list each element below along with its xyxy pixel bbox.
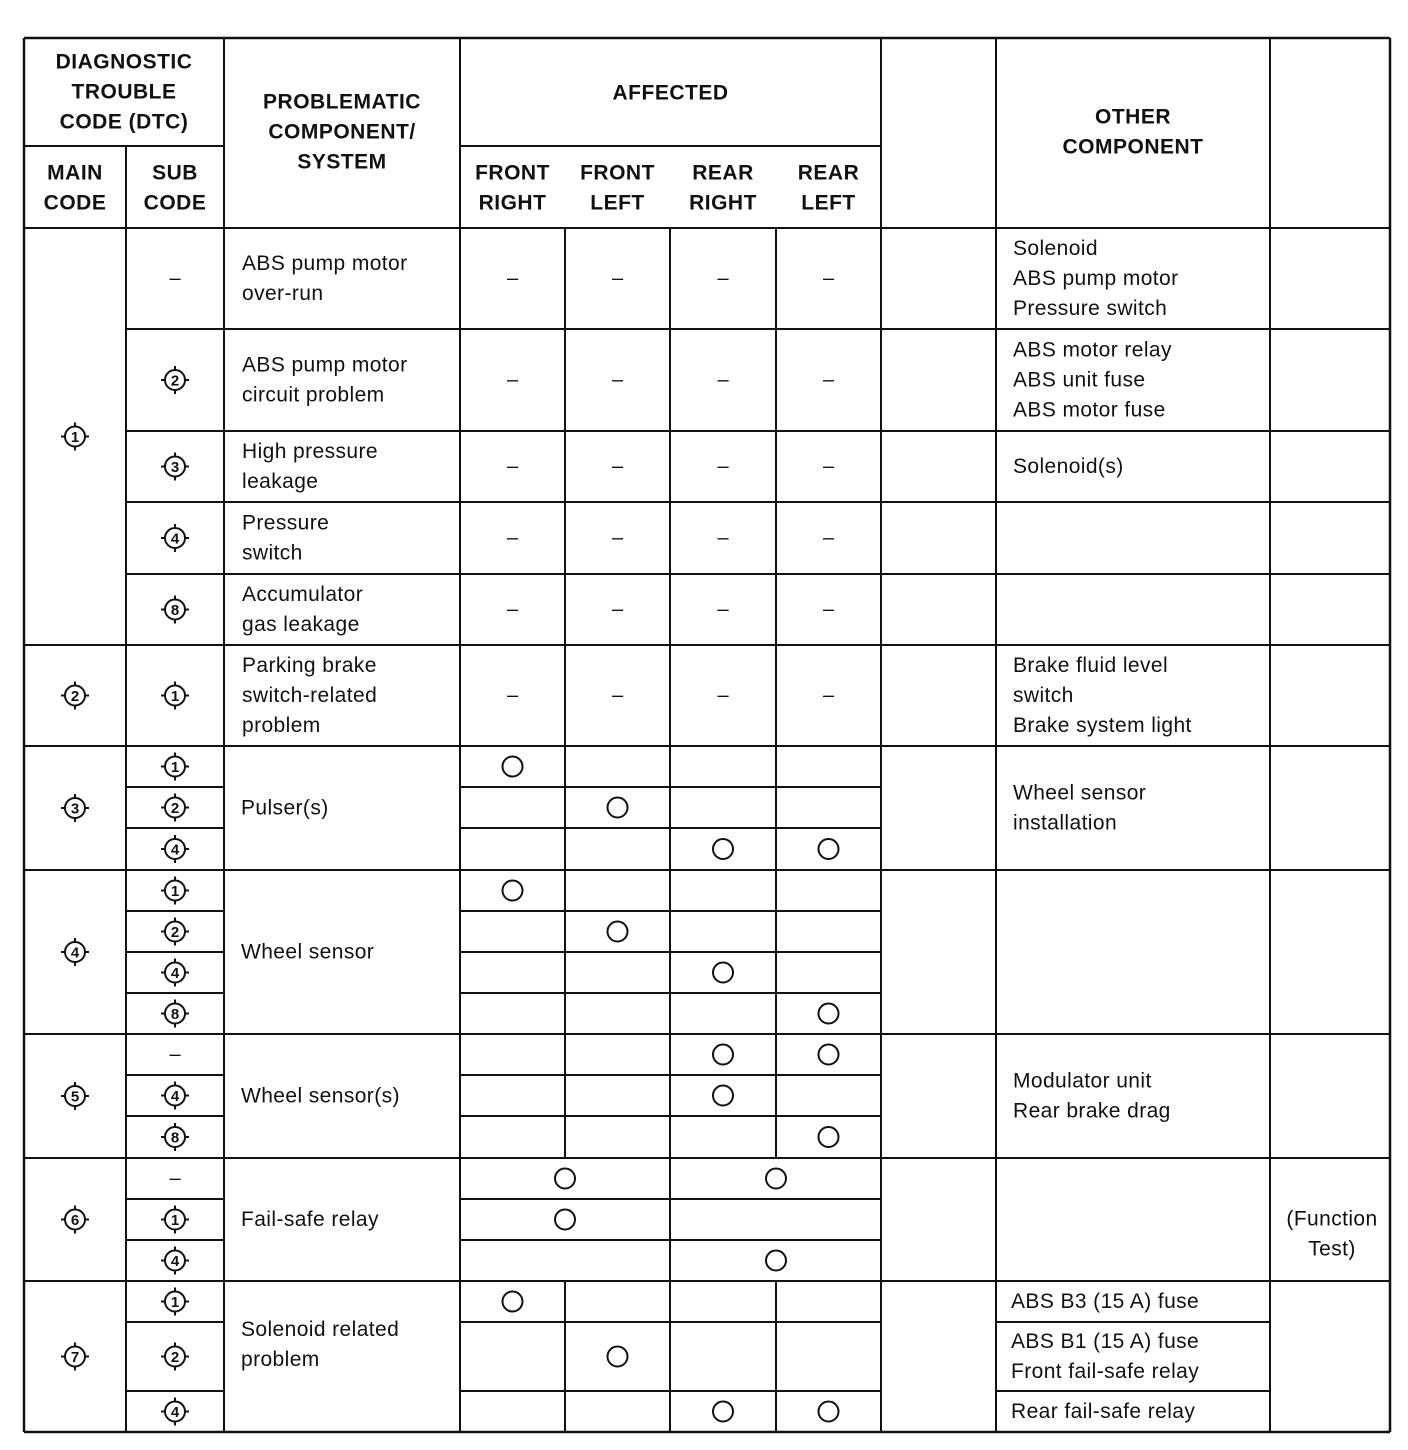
main-code-badge xyxy=(61,1206,89,1234)
affected-dash-fr: – xyxy=(506,527,519,549)
sub-code-badge xyxy=(161,1288,189,1316)
front-right-header: FRONT xyxy=(475,161,550,185)
sub-code-badge xyxy=(161,1398,189,1426)
sub-code-badge-number: 8 xyxy=(170,1006,180,1023)
affected-dash-fl: – xyxy=(611,527,624,549)
component-text: gas leakage xyxy=(242,613,360,636)
component-header: COMPONENT/ xyxy=(268,120,416,144)
other-component-text: Solenoid xyxy=(1013,237,1098,260)
sub-code-badge xyxy=(161,366,189,394)
sub-code-badge-number: 2 xyxy=(170,372,180,390)
main-code-badge-number: 6 xyxy=(70,1212,80,1229)
affected-mark-rr xyxy=(713,1086,733,1106)
affected-mark-front xyxy=(555,1210,575,1230)
affected-dash-fr: – xyxy=(506,598,519,621)
other-component-text: switch xyxy=(1013,684,1074,707)
other-component-text: ABS unit fuse xyxy=(1013,368,1146,392)
component-text: ABS pump motor xyxy=(242,353,408,377)
component-header: PROBLEMATIC xyxy=(263,90,421,114)
component-text: Wheel sensor(s) xyxy=(241,1084,400,1108)
table-marks xyxy=(61,366,839,1426)
sub-code-badge xyxy=(161,1247,189,1275)
other-component-text: Pressure switch xyxy=(1013,297,1168,320)
main-code-badge xyxy=(61,423,89,451)
sub-code-badge-number: 2 xyxy=(170,800,180,817)
other-component-text: Rear fail-safe relay xyxy=(1011,1400,1196,1423)
main-code-header: MAIN xyxy=(47,161,103,185)
affected-mark-fl xyxy=(608,1347,628,1367)
sub-code-badge xyxy=(161,794,189,822)
component-text: leakage xyxy=(242,470,319,493)
main-code-badge-number: 7 xyxy=(70,1349,80,1366)
component-text: switch-related xyxy=(242,684,378,707)
affected-mark-fl xyxy=(608,922,628,942)
affected-dash-rr: – xyxy=(717,267,729,290)
component-text: Pulser(s) xyxy=(241,796,329,820)
sub-code-header: CODE xyxy=(143,191,207,215)
component-text: Solenoid related xyxy=(241,1318,400,1341)
main-code-badge xyxy=(61,682,89,710)
component-text: Fail-safe relay xyxy=(241,1208,379,1231)
front-left-header: FRONT xyxy=(580,161,655,185)
main-code-header: CODE xyxy=(43,191,107,215)
sub-code-badge xyxy=(161,959,189,987)
sub-code-badge-number: 4 xyxy=(170,1253,180,1270)
sub-code-badge-number: 4 xyxy=(170,841,180,859)
dtc-header: CODE (DTC) xyxy=(59,110,189,134)
sub-code-badge xyxy=(161,918,189,946)
sub-code-badge-number: 1 xyxy=(170,1294,180,1311)
sub-code-badge-number: 8 xyxy=(170,602,180,619)
sub-code-dash: – xyxy=(169,267,181,290)
affected-mark-rl xyxy=(819,1402,839,1422)
affected-mark-fl xyxy=(608,798,628,818)
other-component-text: Brake system light xyxy=(1013,714,1192,737)
affected-dash-rl: – xyxy=(822,684,835,707)
sub-code-badge-number: 1 xyxy=(170,759,180,776)
affected-dash-fr: – xyxy=(506,684,519,707)
component-text: Parking brake xyxy=(242,654,377,677)
affected-mark-rl xyxy=(819,1004,839,1024)
sub-code-badge xyxy=(161,1082,189,1110)
other-component-text: ABS B1 (15 A) fuse xyxy=(1011,1330,1200,1353)
affected-mark-rr xyxy=(713,839,733,859)
affected-mark-rl xyxy=(819,1127,839,1147)
sub-code-badge-number: 2 xyxy=(170,1349,180,1366)
affected-mark-rr xyxy=(713,1045,733,1065)
sub-code-badge xyxy=(161,1123,189,1151)
sub-code-badge xyxy=(161,1343,189,1371)
sub-code-badge xyxy=(161,835,189,863)
other-component-text: ABS motor fuse xyxy=(1013,398,1166,422)
affected-mark-rr xyxy=(713,963,733,983)
sub-code-badge xyxy=(161,596,189,624)
front-left-header: LEFT xyxy=(590,191,645,215)
component-text: Accumulator xyxy=(242,583,364,606)
front-right-header: RIGHT xyxy=(478,191,547,215)
affected-mark-rear xyxy=(766,1251,786,1271)
sub-code-badge-number: 4 xyxy=(170,965,180,982)
main-code-badge-number: 4 xyxy=(70,944,80,962)
sub-code-badge-number: 4 xyxy=(170,1088,180,1105)
affected-dash-fl: – xyxy=(611,455,624,478)
main-code-badge xyxy=(61,1082,89,1110)
affected-dash-rr: – xyxy=(717,598,729,621)
affected-mark-rr xyxy=(713,1402,733,1422)
sub-code-dash: – xyxy=(169,1043,181,1066)
sub-code-dash: – xyxy=(169,1167,181,1190)
sub-code-badge-number: 3 xyxy=(170,459,180,476)
dtc-header: DIAGNOSTIC xyxy=(55,50,193,74)
main-code-badge-number: 5 xyxy=(70,1088,80,1106)
sub-code-badge-number: 1 xyxy=(170,883,180,900)
sub-code-badge xyxy=(161,1206,189,1234)
affected-mark-fr xyxy=(503,881,523,901)
other-component-header: OTHER xyxy=(1095,105,1171,129)
affected-mark-fr xyxy=(503,757,523,777)
component-header: SYSTEM xyxy=(297,150,387,174)
other-component-text: installation xyxy=(1013,811,1118,835)
affected-dash-fl: – xyxy=(611,598,624,621)
affected-dash-rl: – xyxy=(822,455,835,478)
affected-dash-fl: – xyxy=(611,267,624,290)
sub-code-badge-number: 4 xyxy=(170,530,180,548)
sub-code-badge xyxy=(161,453,189,481)
affected-dash-fr: – xyxy=(506,369,519,391)
affected-dash-rr: – xyxy=(717,369,729,391)
other-component-text: Wheel sensor xyxy=(1013,781,1147,805)
component-text: High pressure xyxy=(242,440,378,463)
function-test-note: Test) xyxy=(1308,1237,1356,1261)
affected-dash-rl: – xyxy=(822,267,835,290)
table-texts xyxy=(44,51,1378,1424)
function-test-note: (Function xyxy=(1286,1207,1378,1231)
dtc-header: TROUBLE xyxy=(71,80,177,104)
affected-header: AFFECTED xyxy=(612,81,729,105)
component-text: circuit problem xyxy=(242,383,385,407)
rear-left-header: REAR xyxy=(797,161,860,185)
component-text: switch xyxy=(242,541,303,565)
rear-right-header: REAR xyxy=(692,161,754,185)
other-component-text: Modulator unit xyxy=(1013,1069,1152,1093)
sub-code-badge-number: 4 xyxy=(170,1404,180,1421)
sub-code-badge xyxy=(161,753,189,781)
other-component-text: ABS B3 (15 A) fuse xyxy=(1011,1290,1200,1313)
other-component-text: ABS motor relay xyxy=(1013,338,1172,362)
other-component-text: ABS pump motor xyxy=(1013,267,1179,290)
main-code-badge-number: 3 xyxy=(70,800,80,818)
main-code-badge xyxy=(61,938,89,966)
affected-dash-fl: – xyxy=(611,369,624,391)
component-text: Pressure xyxy=(242,511,330,535)
component-text: ABS pump motor xyxy=(242,252,408,275)
sub-code-badge xyxy=(161,682,189,710)
main-code-badge-number: 2 xyxy=(70,688,80,705)
affected-mark-fr xyxy=(503,1292,523,1312)
sub-code-badge-number: 8 xyxy=(170,1129,180,1147)
affected-dash-rl: – xyxy=(822,369,835,391)
sub-code-badge xyxy=(161,1000,189,1028)
other-component-text: Rear brake drag xyxy=(1013,1099,1171,1123)
affected-mark-rl xyxy=(819,839,839,859)
affected-dash-rl: – xyxy=(822,527,835,549)
affected-dash-rr: – xyxy=(717,684,729,707)
sub-code-badge-number: 1 xyxy=(170,688,180,705)
affected-dash-rr: – xyxy=(717,455,729,478)
component-text: problem xyxy=(242,714,321,737)
other-component-text: Brake fluid level xyxy=(1013,654,1169,677)
main-code-badge xyxy=(61,1343,89,1371)
affected-dash-rl: – xyxy=(822,598,835,621)
rear-left-header: LEFT xyxy=(801,191,856,215)
rear-right-header: RIGHT xyxy=(689,191,757,215)
main-code-badge-number: 1 xyxy=(70,429,80,446)
sub-code-badge-number: 2 xyxy=(170,924,180,941)
component-text: problem xyxy=(241,1348,320,1371)
sub-code-badge xyxy=(161,524,189,552)
sub-code-header: SUB xyxy=(152,161,198,185)
affected-dash-fr: – xyxy=(506,455,519,478)
sub-code-badge xyxy=(161,877,189,905)
other-component-text: Solenoid(s) xyxy=(1013,455,1124,478)
affected-dash-rr: – xyxy=(717,527,729,549)
component-text: Wheel sensor xyxy=(241,940,375,964)
sub-code-badge-number: 1 xyxy=(170,1212,180,1229)
other-component-header: COMPONENT xyxy=(1062,135,1204,159)
affected-dash-fr: – xyxy=(506,267,519,290)
affected-mark-front xyxy=(555,1169,575,1189)
affected-dash-fl: – xyxy=(611,684,624,707)
affected-mark-rl xyxy=(819,1045,839,1065)
other-component-text: Front fail-safe relay xyxy=(1011,1360,1200,1383)
affected-mark-rear xyxy=(766,1169,786,1189)
component-text: over-run xyxy=(242,282,324,305)
main-code-badge xyxy=(61,794,89,822)
